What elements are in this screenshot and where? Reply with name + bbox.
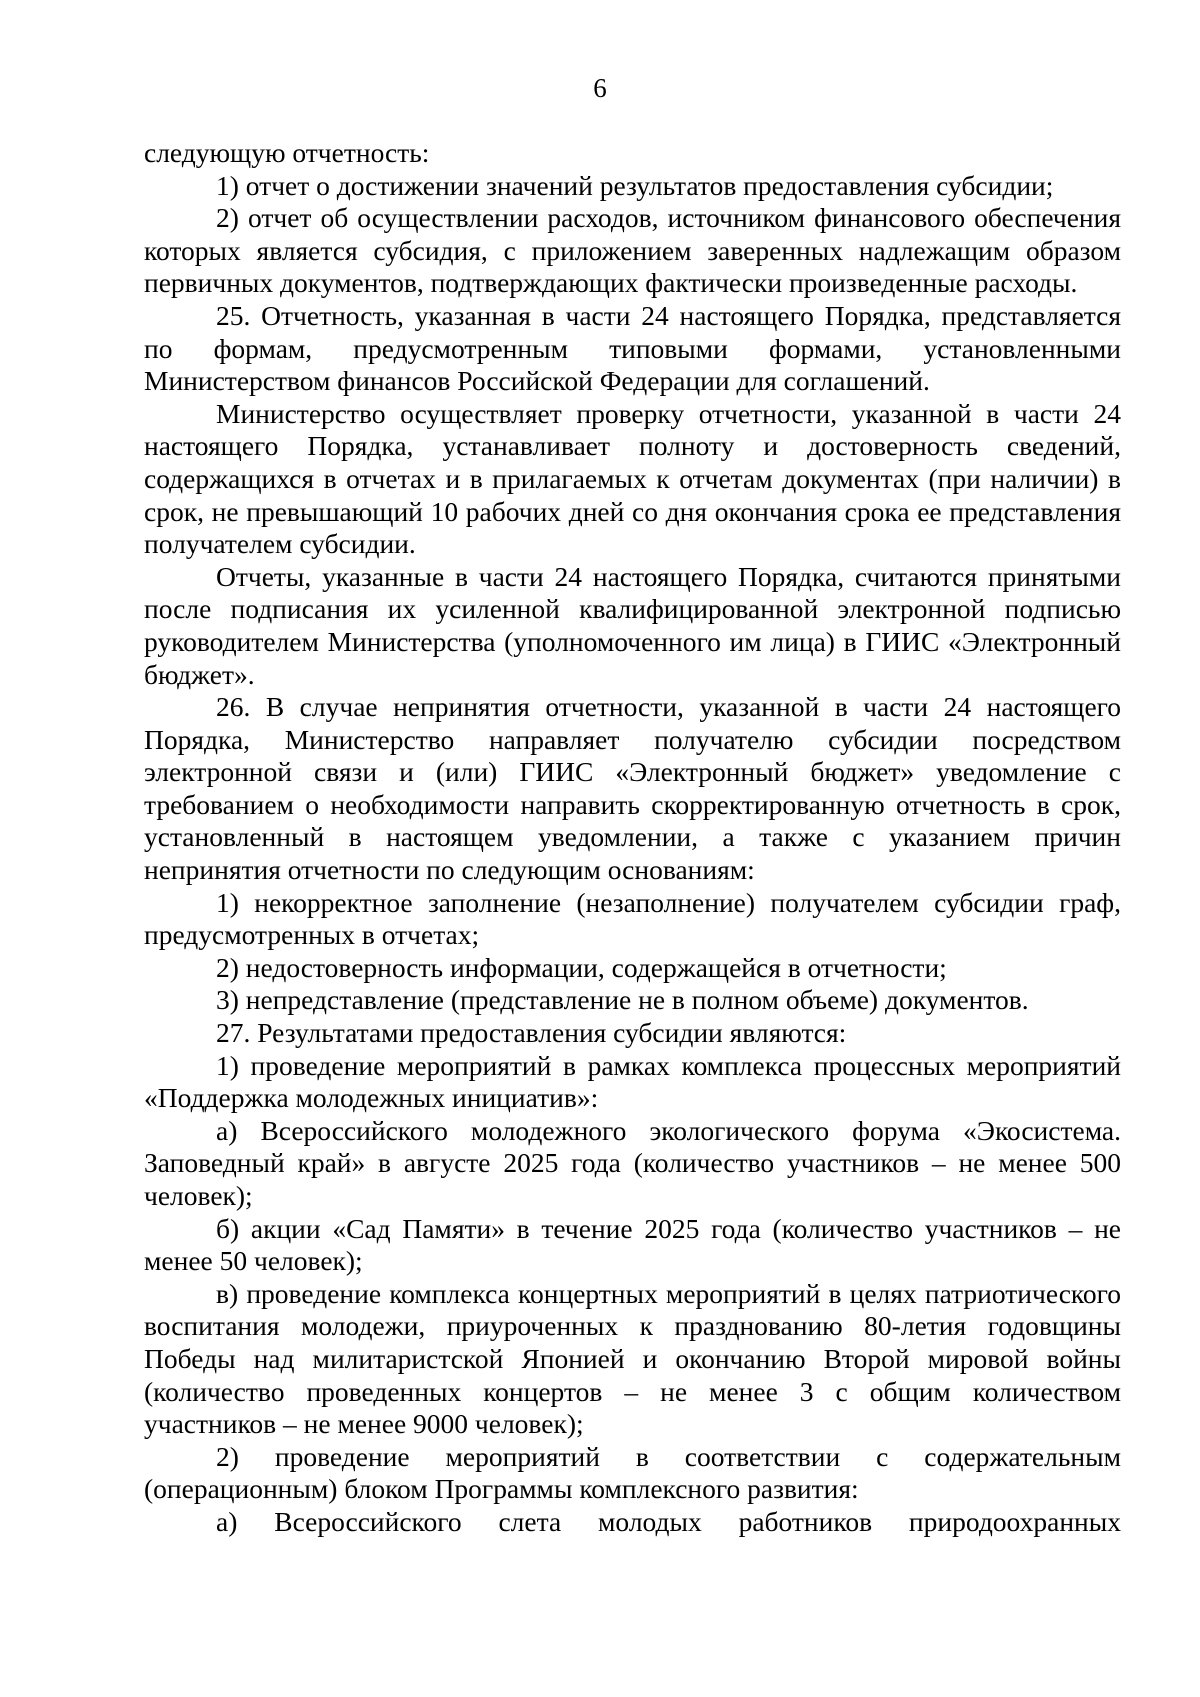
paragraph: а) Всероссийского слета молодых работников природоохранных bbox=[216, 1505, 1121, 1537]
document-body bbox=[144, 137, 1121, 1539]
paragraph: 1) проведение мероприятий в рамках комплекса процессных мероприятий «Поддержка молодежных инициатив»: bbox=[144, 1049, 1121, 1114]
page-number: 6 bbox=[593, 73, 607, 103]
paragraph: 1) некорректное заполнение (незаполнение) получателем субсидии граф, предусмотренных в отчетах; bbox=[144, 886, 1121, 951]
paragraph: б) акции «Сад Памяти» в течение 2025 года (количество участников – не менее 50 человек); bbox=[144, 1212, 1121, 1277]
paragraph: 2) проведение мероприятий в соответствии с содержательным (операционным) блоком Программы комплексного развития: bbox=[144, 1440, 1121, 1505]
paragraph: следующую отчетность: bbox=[144, 137, 430, 168]
paragraph: в) проведение комплекса концертных мероприятий в целях патриотического воспитания молодежи, приуроченных к празднованию 80-летия годовщины Победы над милитаристской Японией и окончанию Второй мировой войны (количество проведенных концертов – не менее 3 с общим количеством участников – не менее 9000 человек); bbox=[144, 1277, 1121, 1440]
paragraph: а) Всероссийского молодежного экологического форума «Экосистема. Заповедный край» в августе 2025 года (количество участников – не менее 500 человек); bbox=[144, 1114, 1121, 1211]
paragraph: 2) отчет об осуществлении расходов, источником финансового обеспечения которых является субсидия, с приложением заверенных надлежащим образом первичных документов, подтверждающих фактически произведенные расходы. bbox=[144, 202, 1121, 299]
paragraph: 3) непредставление (представление не в полном объеме) документов. bbox=[216, 984, 1029, 1016]
paragraph: Отчеты, указанные в части 24 настоящего Порядка, считаются принятыми после подписания их усиленной квалифицированной электронной подписью руководителем Министерства (уполномоченного им лица) в ГИИС «Электронный бюджет». bbox=[144, 560, 1121, 690]
paragraph: 27. Результатами предоставления субсидии являются: bbox=[216, 1017, 847, 1049]
paragraph: 26. В случае непринятия отчетности, указанной в части 24 настоящего Порядка, Министерство направляет получателю субсидии посредством электронной связи и (или) ГИИС «Электронный бюджет» уведомление с требованием о необходимости направить скорректированную отчетность в срок, установленный в настоящем уведомлении, а также с указанием причин непринятия отчетности по следующим основаниям: bbox=[144, 691, 1121, 886]
paragraph: 1) отчет о достижении значений результатов предоставления субсидии; bbox=[216, 169, 1054, 201]
paragraph: Министерство осуществляет проверку отчетности, указанной в части 24 настоящего Порядка, устанавливает полноту и достоверность сведений, содержащихся в отчетах и в прилагаемых к отчетам документах (при наличии) в срок, не превышающий 10 рабочих дней со дня окончания срока ее представления получателем субсидии. bbox=[144, 397, 1121, 560]
paragraph: 2) недостоверность информации, содержащейся в отчетности; bbox=[216, 951, 947, 983]
paragraph: 25. Отчетность, указанная в части 24 настоящего Порядка, представляется по формам, предусмотренным типовыми формами, установленными Министерством финансов Российской Федерации для соглашений. bbox=[144, 299, 1121, 397]
